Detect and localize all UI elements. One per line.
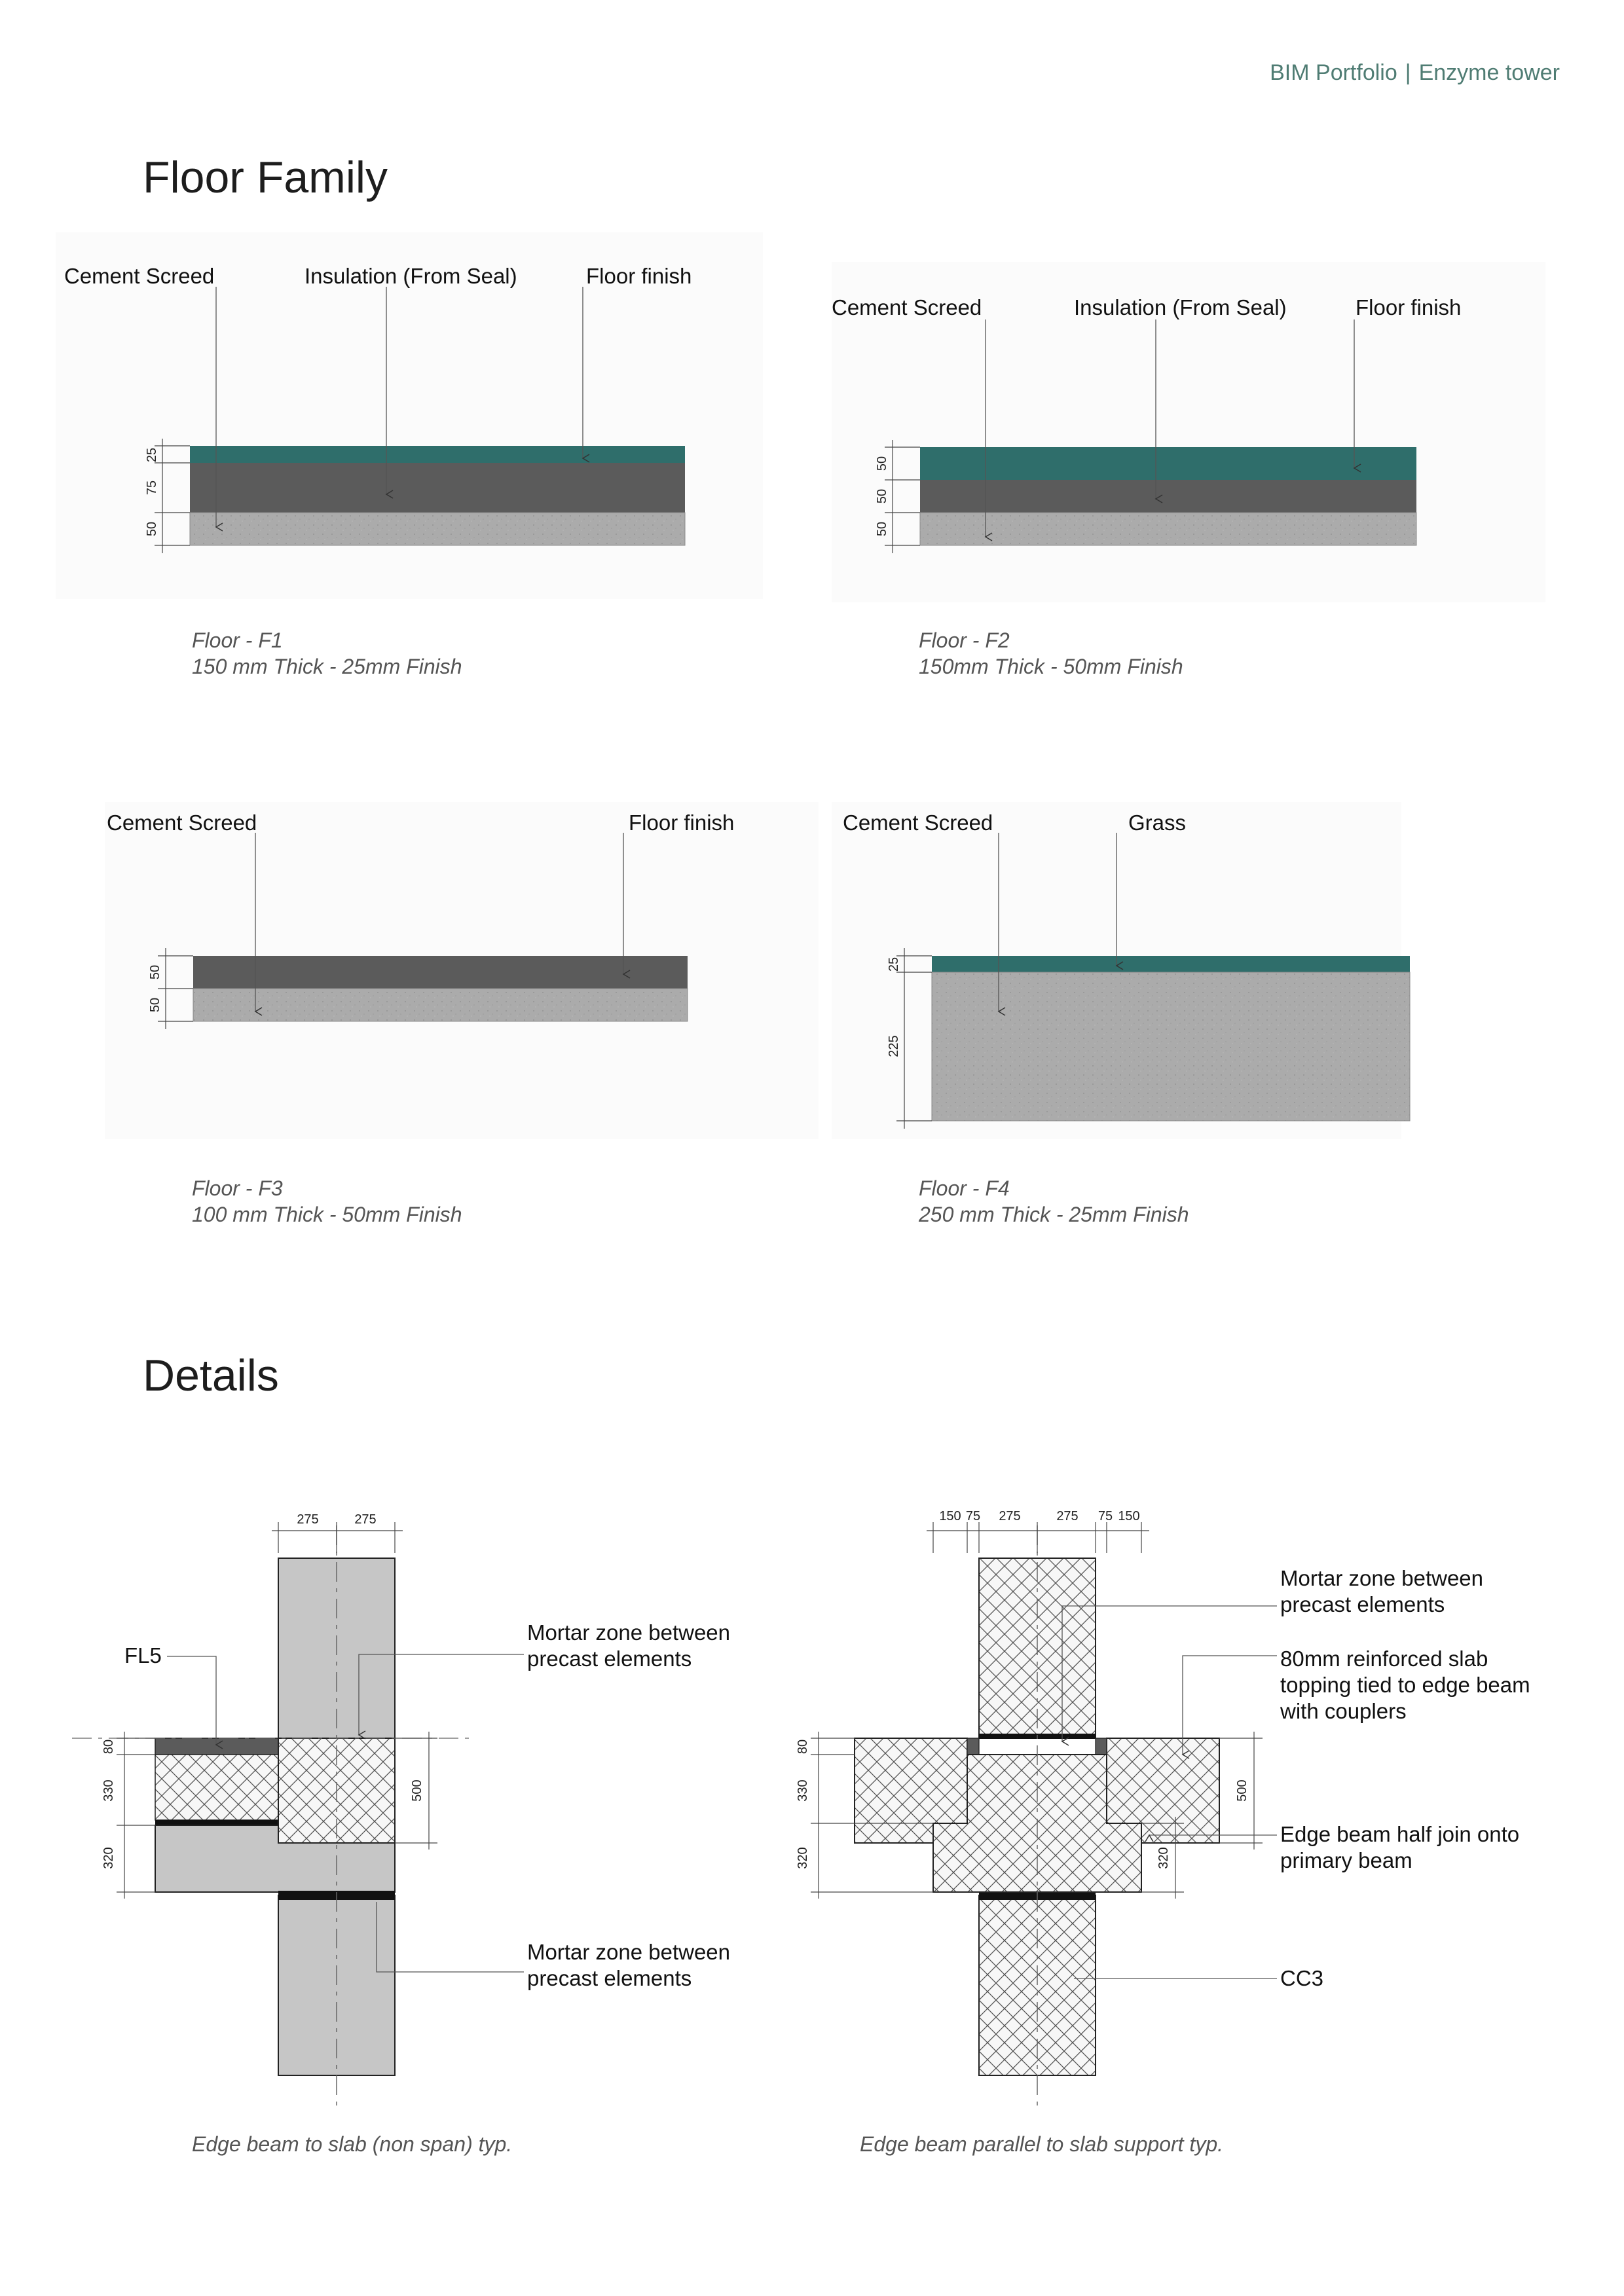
detail1-side-dim-1: 330: [101, 1779, 116, 1802]
f1-screed-layer: [190, 513, 685, 545]
f4-dim-0: 25: [887, 957, 901, 972]
f1-dim-1: 75: [145, 480, 159, 496]
f3-screed-layer: [193, 989, 688, 1021]
detail1-label-mortar-bottom-1: Mortar zone between: [527, 1940, 731, 1964]
detail2-top-dim-1: 75: [965, 1509, 981, 1523]
detail2-label-edge-2: primary beam: [1280, 1848, 1412, 1872]
f1-dimension-lines: [155, 439, 190, 553]
f2-insulation-layer: [920, 480, 1416, 513]
f1-label-cement-screed: Cement Screed: [64, 264, 215, 288]
f2-label-insulation: Insulation (From Seal): [1074, 295, 1287, 319]
f4-label-grass: Grass: [1128, 811, 1187, 835]
detail2-top-dimension: [927, 1522, 1149, 1553]
detail2-topping-right: [1096, 1738, 1107, 1755]
detail2-label-edge-1: Edge beam half join onto: [1280, 1822, 1520, 1846]
detail-1-caption: Edge beam to slab (non span) typ.: [192, 2132, 513, 2156]
f2-caption-sub: 150mm Thick - 50mm Finish: [919, 655, 1183, 678]
f3-finish-layer: [193, 956, 688, 989]
floor-f2-caption: [919, 627, 1183, 680]
header-separator: |: [1405, 60, 1411, 85]
f3-label-floor-finish: Floor finish: [629, 811, 735, 835]
f1-caption-title: Floor - F1: [192, 629, 283, 652]
f1-label-insulation: Insulation (From Seal): [304, 264, 517, 288]
detail2-side-dim-2: 320: [796, 1847, 810, 1869]
floor-f3-section: [107, 811, 734, 1029]
detail2-top-dim-4: 75: [1098, 1509, 1113, 1523]
f4-grass-layer: [932, 956, 1410, 972]
floor-f2-section: [832, 295, 1461, 553]
portfolio-label: BIM Portfolio: [1270, 60, 1397, 85]
f2-label-cement-screed: Cement Screed: [832, 295, 982, 319]
f3-caption-sub: 100 mm Thick - 50mm Finish: [192, 1203, 462, 1226]
detail2-top-dim-3: 275: [1056, 1509, 1079, 1523]
f3-dimension-lines: [158, 948, 193, 1029]
floor-f4-caption: [919, 1175, 1189, 1228]
f1-insulation-layer: [190, 463, 685, 513]
details-title: Details: [143, 1351, 279, 1400]
f3-dim-1: 50: [148, 997, 162, 1013]
detail2-side-dim-0: 80: [796, 1739, 810, 1755]
f4-label-cement-screed: Cement Screed: [843, 811, 993, 835]
detail1-side-dim-2: 320: [101, 1847, 116, 1869]
detail1-right-dim: 500: [410, 1779, 424, 1802]
f1-caption-sub: 150 mm Thick - 25mm Finish: [192, 655, 462, 678]
project-name: Enzyme tower: [1418, 60, 1560, 85]
detail2-label-slab-3: with couplers: [1280, 1699, 1407, 1723]
detail1-top-dim-1: 275: [354, 1512, 377, 1527]
detail1-top-dim-0: 275: [297, 1512, 319, 1527]
f2-finish-layer: [920, 447, 1416, 480]
floor-f3-caption: [192, 1175, 462, 1228]
detail1-slab: [155, 1755, 278, 1820]
detail2-label-mortar-1: Mortar zone between: [1280, 1566, 1484, 1590]
f2-label-floor-finish: Floor finish: [1356, 295, 1462, 319]
f1-dim-0: 25: [145, 447, 159, 463]
detail1-bearing-strip: [155, 1820, 278, 1825]
detail-2-drawing: [796, 1509, 1530, 2111]
f1-label-floor-finish: Floor finish: [586, 264, 692, 288]
detail1-label-fl5: FL5: [124, 1643, 162, 1667]
f2-dim-2: 50: [875, 521, 889, 537]
detail-1-drawing: [72, 1512, 730, 2111]
f4-caption-title: Floor - F4: [919, 1176, 1010, 1200]
detail1-top-dimension: [272, 1522, 403, 1553]
detail2-top-dim-5: 150: [1118, 1509, 1140, 1523]
detail1-fl5-topping: [155, 1738, 278, 1755]
f2-dim-1: 50: [875, 488, 889, 504]
f4-dimension-lines: [896, 948, 932, 1129]
floor-f1-caption: [192, 627, 462, 680]
f3-label-cement-screed: Cement Screed: [107, 811, 257, 835]
floor-f1-section: [64, 264, 692, 553]
detail1-label-mortar-top-2: precast elements: [527, 1647, 692, 1671]
f2-dim-0: 50: [875, 456, 889, 471]
detail-2-caption: Edge beam parallel to slab support typ.: [860, 2132, 1223, 2156]
f2-screed-layer: [920, 513, 1416, 545]
detail2-label-slab-2: topping tied to edge beam: [1280, 1673, 1530, 1697]
f3-caption-title: Floor - F3: [192, 1176, 283, 1200]
f1-dim-2: 50: [145, 521, 159, 537]
detail2-label-slab-1: 80mm reinforced slab: [1280, 1647, 1488, 1671]
detail2-side-dim-1: 330: [796, 1779, 810, 1802]
detail2-label-mortar-2: precast elements: [1280, 1592, 1445, 1616]
detail2-right-dim-1: 320: [1156, 1847, 1171, 1869]
f4-dim-1: 225: [887, 1035, 901, 1057]
detail1-label-mortar-top-1: Mortar zone between: [527, 1620, 731, 1645]
detail1-side-dimension: [117, 1732, 155, 1899]
f4-caption-sub: 250 mm Thick - 25mm Finish: [919, 1203, 1189, 1226]
detail1-side-dim-0: 80: [101, 1739, 116, 1755]
f4-screed-layer: [932, 972, 1410, 1121]
floor-f4-section: [843, 811, 1410, 1129]
floor-family-title: Floor Family: [143, 153, 388, 202]
detail2-top-dim-0: 150: [939, 1509, 961, 1523]
detail2-topping-left: [967, 1738, 979, 1755]
f2-caption-title: Floor - F2: [919, 629, 1010, 652]
detail2-top-dim-2: 275: [999, 1509, 1021, 1523]
f3-dim-0: 50: [148, 964, 162, 980]
detail1-label-mortar-bottom-2: precast elements: [527, 1966, 692, 1990]
detail2-label-cc3: CC3: [1280, 1966, 1324, 1990]
detail2-right-dim-0: 500: [1235, 1779, 1249, 1802]
f1-finish-layer: [190, 446, 685, 463]
f2-dimension-lines: [885, 440, 920, 553]
